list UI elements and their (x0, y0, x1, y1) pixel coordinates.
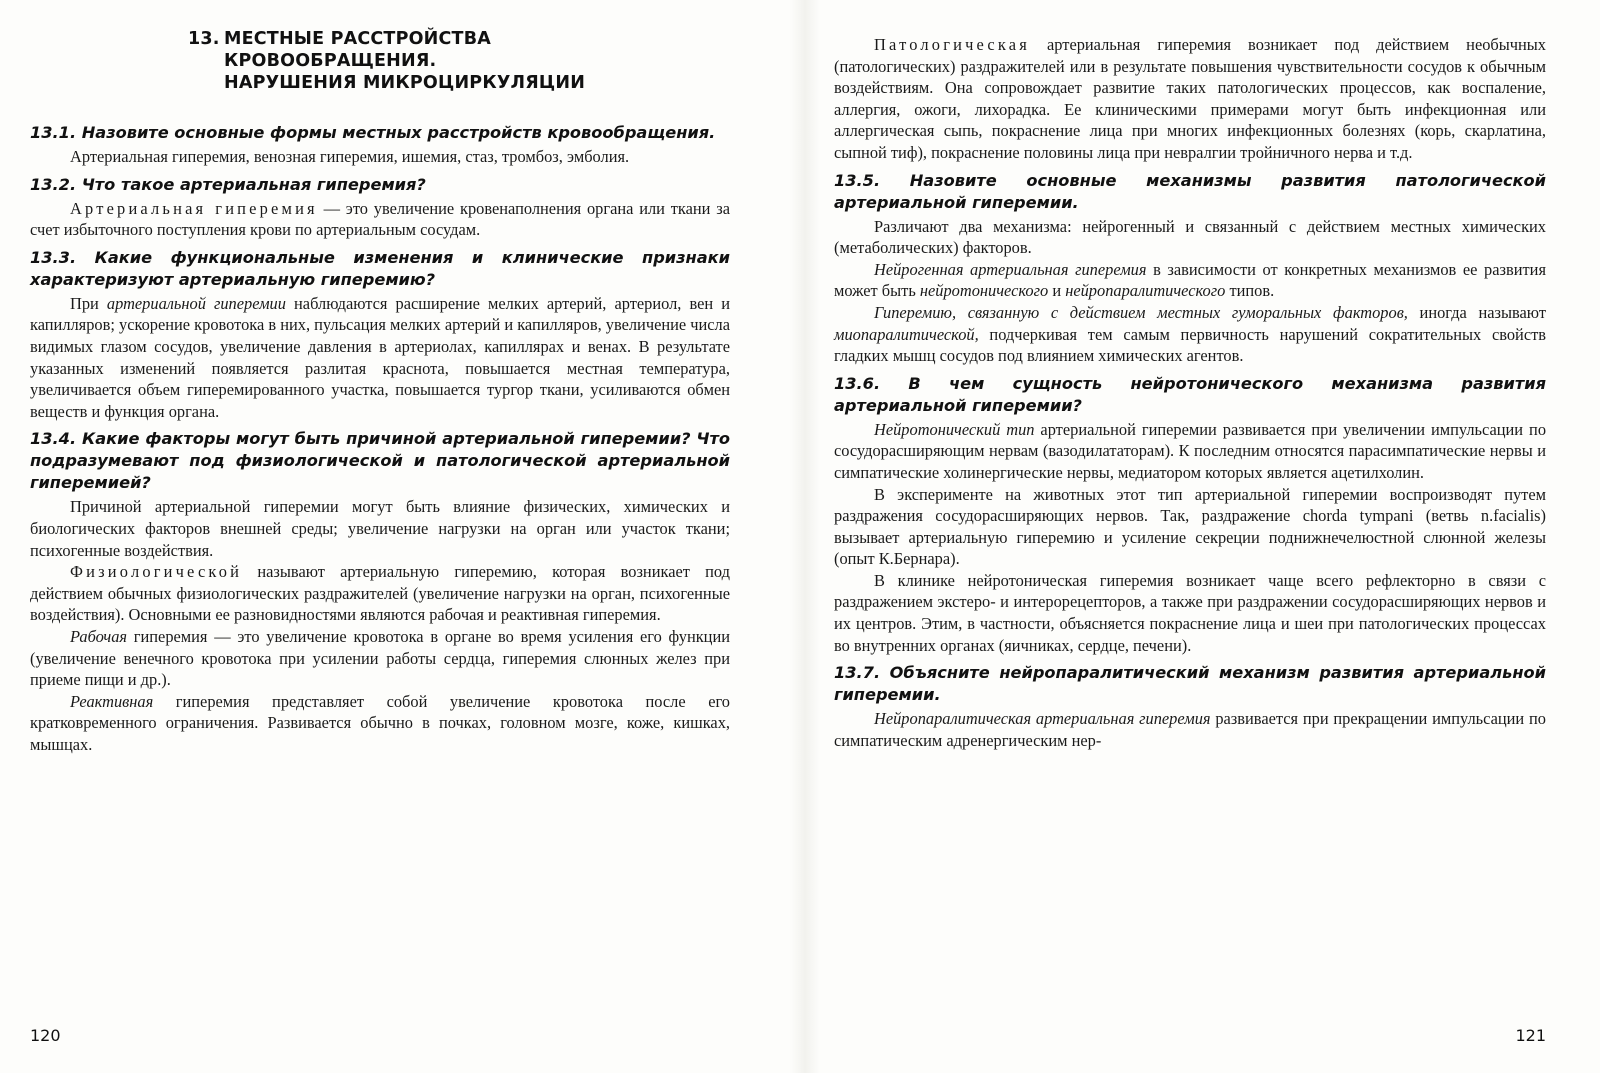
answer-paragraph (834, 419, 1546, 484)
term-spaced: Артериальная гиперемия (70, 198, 318, 218)
answer-text: в зависимости от конкретных механизмов ее развития может быть (834, 259, 1546, 301)
answer-paragraph: Различают два механизма: нейрогенный и связанный с действием местных химических (метаболических) факторов. (834, 216, 1546, 258)
answer-paragraph (834, 708, 1546, 751)
answer-text: иногда называют (1407, 302, 1546, 322)
term-italic: артериальной гиперемии (106, 293, 286, 313)
term-italic: миопаралитической, (834, 324, 979, 344)
term-italic: Реактивная (70, 691, 154, 711)
term-italic: Нейропаралитическая артериальная гиперемия (874, 709, 1211, 729)
term-italic: Нейрогенная артериальная гиперемия (874, 259, 1147, 279)
answer-paragraph (30, 691, 730, 756)
question-heading: 13.3. Какие функциональные изменения и клинические признаки характеризуют артериальную гиперемию? (30, 247, 730, 289)
section-13-5 (834, 170, 1546, 367)
section-13-4 (30, 428, 730, 755)
term-italic: Гиперемию, связанную с действием местных гуморальных факторов, (874, 302, 1408, 322)
section-13-2 (30, 174, 730, 241)
answer-paragraph (834, 259, 1546, 302)
chapter-heading (188, 28, 730, 94)
answer-text: наблюдаются расширение мелких артерий, артериол, вен и капилляров; ускорение кровотока в них, пульсация мелких артерий и капилляров, увеличение числа видимых глазом сосудов, увеличение давления в артериолах, капиллярах и венах. В результате указанных изменений появляется разлитая краснота, повышается местная температура, увеличивается объем гиперемированного участка, повышается тургор ткани, усиливаются обмен веществ и функция органа. (30, 293, 731, 421)
answer-text: называют артериальную гиперемию, которая возникает под действием обычных физиологических раздражителей (увеличение нагрузки на орган, психогенные воздействия). Основными ее разновидностями являются рабочая и реактивная гиперемия. (30, 562, 730, 625)
answer-text: гиперемия представляет собой увеличение кровотока после его кратковременного ограничения. Развивается обычно в почках, головном мозге, коже, кишках, мышцах. (30, 691, 730, 754)
term-italic: Нейротонический тип (874, 419, 1035, 439)
question-heading: 13.5. Назовите основные механизмы развития патологической артериальной гиперемии. (834, 170, 1546, 212)
section-13-6 (834, 373, 1546, 657)
term-italic: нейропаралитического (1065, 281, 1226, 301)
answer-paragraph: Артериальная гиперемия, венозная гиперемия, ишемия, стаз, тромбоз, эмболия. (70, 147, 630, 166)
question-heading: 13.4. Какие факторы могут быть причиной артериальной гиперемии? Что подразумевают под физиологической и патологической артериальной гиперемией? (30, 429, 730, 493)
chapter-title-line-3: НАРУШЕНИЯ МИКРОЦИРКУЛЯЦИИ (224, 73, 586, 93)
answer-text: — это увеличение кровенаполнения органа или ткани за счет избыточного поступления крови по артериальным сосудам. (30, 198, 731, 240)
chapter-title-line-2: КРОВООБРАЩЕНИЯ. (224, 51, 437, 71)
term-italic: нейротонического (919, 281, 1049, 301)
answer-text: и (1048, 281, 1066, 301)
section-13-3 (30, 247, 730, 423)
question-heading: 13.1. Назовите основные формы местных расстройств кровообращения. (30, 123, 716, 142)
answer-paragraph (30, 293, 730, 423)
question-heading: 13.2. Что такое артериальная гиперемия? (30, 174, 426, 194)
term-italic: Рабочая (70, 626, 128, 646)
page-number-right: 121 (1515, 1026, 1546, 1045)
answer-paragraph (30, 198, 730, 241)
page-right (820, 0, 1600, 1073)
answer-text: артериальной гиперемии развивается при увеличении импульсации по сосудорасширяющим нервам (вазодилататорам). К последним относятся парасимпатические нервы и симпатические холинергические нервы, медиатором которых является ацетилхолин. (834, 419, 1547, 482)
answer-text: При (70, 293, 107, 313)
answer-text: гиперемия — это увеличение кровотока в органе во время усиления его функции (увеличение венечного кровотока при усилении работы сердца, гиперемия слюнных желез при приеме пищи и др.). (30, 626, 730, 690)
answer-paragraph (834, 34, 1546, 164)
section-intro-continued (834, 34, 1546, 164)
section-13-1 (30, 122, 730, 168)
answer-paragraph: Причиной артериальной гиперемии могут быть влияние физических, химических и биологических факторов внешней среды; увеличение нагрузки на орган или участок ткани; психогенные воздействия. (30, 497, 730, 560)
section-13-7 (834, 662, 1546, 751)
term-spaced: Патологическая (874, 35, 1031, 54)
question-heading: 13.7. Объясните нейропаралитический механизм развития артериальной гиперемии. (834, 663, 1546, 705)
page-number-left: 120 (30, 1026, 61, 1045)
answer-text: развивается при прекращении импульсации по симпатическим адренергическим нер- (834, 709, 1546, 750)
chapter-number: 13. (188, 29, 220, 49)
answer-paragraph (30, 626, 730, 691)
page-left (0, 0, 790, 1073)
answer-paragraph: В эксперименте на животных этот тип артериальной гиперемии воспроизводят путем раздражения сосудорасширяющих нервов. Так, раздражение chorda tympani (ветвь n.facialis) вызывает артериальную гиперемию и усиление секреции поднижнечелюстной слюнной железы (опыт К.Бернара). (834, 484, 1546, 569)
answer-text: подчеркивая тем самым первичность нарушений сократительных свойств гладких мышц сосудов под влиянием химических агентов. (834, 324, 1546, 366)
answer-paragraph: В клинике нейротоническая гиперемия возникает чаще всего рефлекторно в связи с раздражением экстеро- и интерорецепторов, а также при раздражении сосудорасширяющих нервов и их центров. Этим, в частности, объясняется покраснение лица и шеи при патологических процессах во внутренних органах (яичниках, сердце, печени). (834, 570, 1546, 655)
answer-paragraph (834, 302, 1546, 367)
question-heading: 13.6. В чем сущность нейротонического механизма развития артериальной гиперемии? (834, 373, 1546, 415)
book-gutter (790, 0, 820, 1073)
answer-paragraph (30, 561, 730, 626)
chapter-title-line-1: МЕСТНЫЕ РАССТРОЙСТВА (224, 29, 491, 49)
answer-text: типов. (1225, 281, 1275, 301)
answer-text: артериальная гиперемия возникает под действием необычных (патологических) раздражителей или в результате повышения чувствительности сосудов к обычным воздействиям. Она сопровождает развитие таких патологических процессов, как воспаление, аллергия, ожоги, лихорадка. Ее клиническими примерами могут быть инфекционная или аллергическая сыпь, покраснение лица при многих инфекционных болезнях (корь, скарлатина, сыпной тиф), покраснение половины лица при невралгии тройничного нерва и т.д. (834, 35, 1546, 162)
term-spaced: Физиологической (70, 562, 243, 582)
